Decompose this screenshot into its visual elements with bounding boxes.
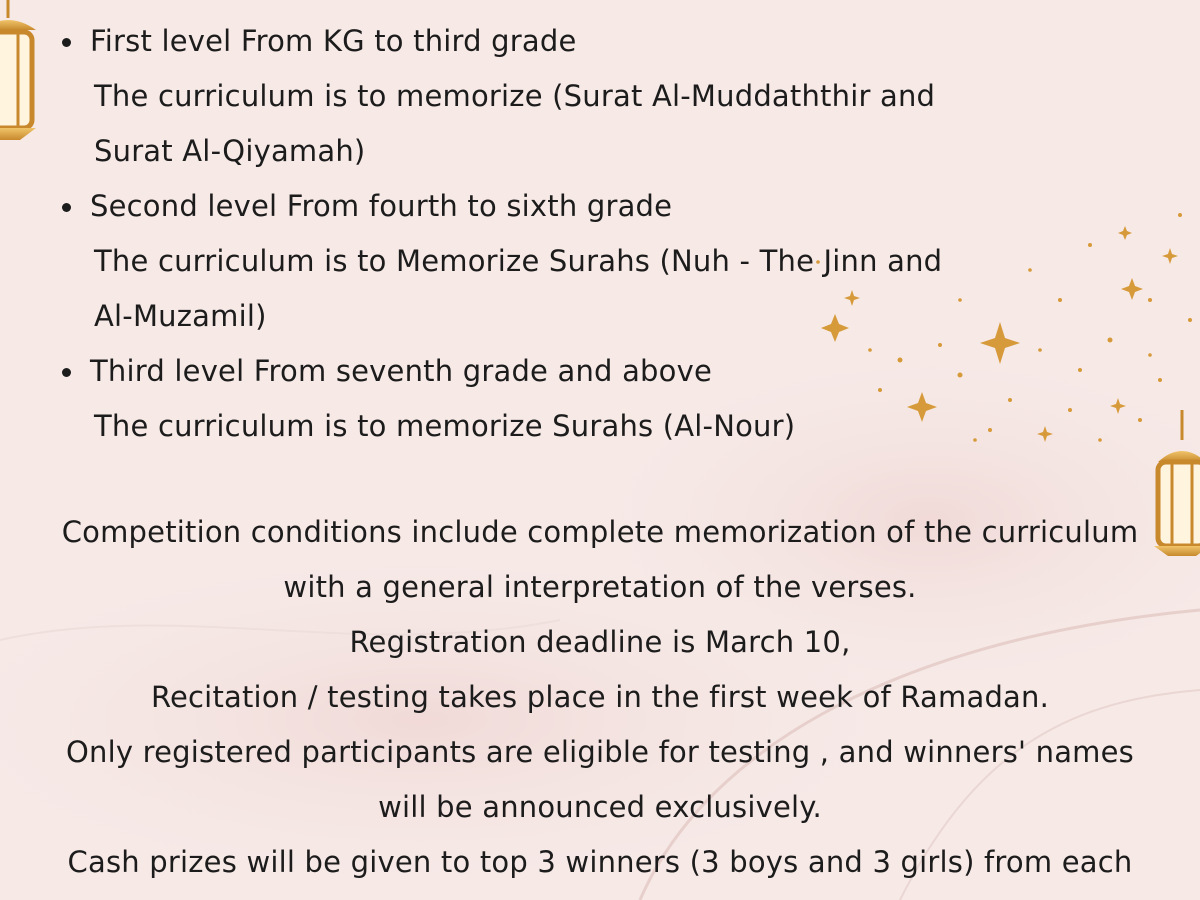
conditions-line: with a general interpretation of the verses. — [283, 570, 917, 604]
eligibility-note: Only registered participants are eligible for testing , and winners' names — [66, 735, 1134, 769]
level-curriculum: The curriculum is to Memorize Surahs (Nuh - The Jinn and Al-Muzamil) — [94, 244, 943, 333]
testing-schedule: Recitation / testing takes place in the first week of Ramadan. — [150, 680, 1050, 714]
level-title: Third level From seventh grade and above — [90, 354, 713, 388]
level-curriculum: The curriculum is to memorize (Surat Al-Muddaththir and Surat Al-Qiyamah) — [94, 79, 936, 168]
prizes-note: Cash prizes will be given to top 3 winners (3 boys and 3 girls) from each — [67, 845, 1133, 879]
level-item-second — [58, 179, 1058, 344]
competition-levels-list — [58, 14, 1058, 454]
level-item-third — [58, 344, 1058, 454]
eligibility-note: will be announced exclusively. — [378, 790, 822, 824]
level-item-first — [58, 14, 1058, 179]
level-title: First level From KG to third grade — [90, 24, 577, 58]
registration-deadline: Registration deadline is March 10, — [349, 625, 851, 659]
conditions-line: Competition conditions include complete memorization of the curriculum — [61, 515, 1139, 549]
level-curriculum: The curriculum is to memorize Surahs (Al-Nour) — [94, 409, 796, 443]
competition-conditions — [0, 505, 1200, 890]
level-title: Second level From fourth to sixth grade — [90, 189, 673, 223]
